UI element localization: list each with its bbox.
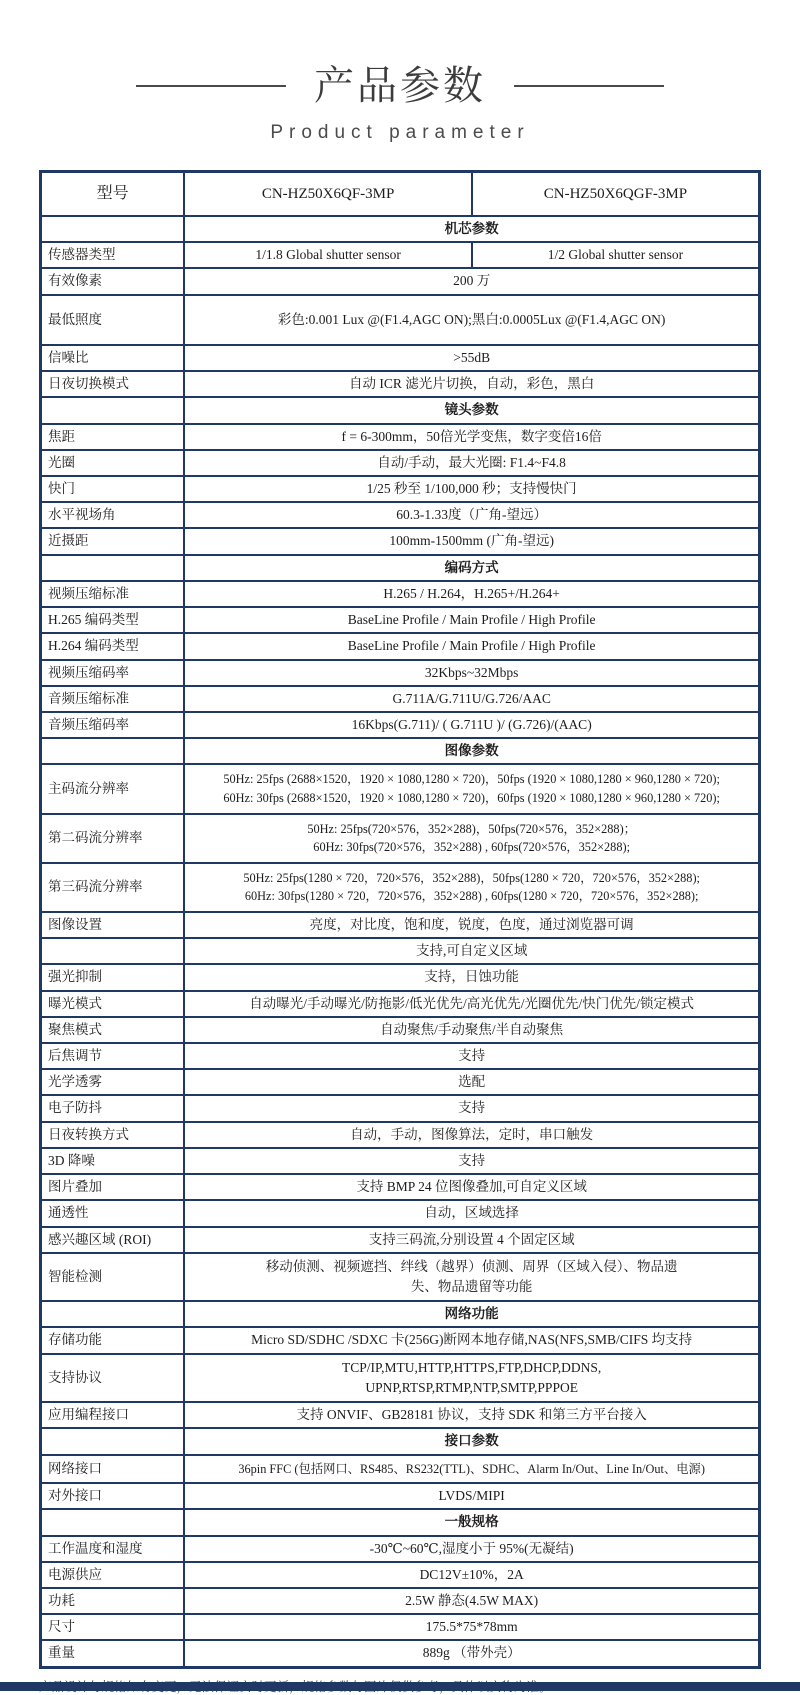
row-value: BaseLine Profile / Main Profile / High Profile [184,633,759,659]
row-value: 移动侦测、视频遮挡、绊线（越界）侦测、周界（区域入侵）、物品遗 失、物品遗留等功能 [184,1253,759,1301]
row-value: 彩色:0.001 Lux @(F1.4,AGC ON);黑白:0.0005Lux @(F1.4,AGC ON) [184,295,759,345]
section-row [41,555,760,581]
spec-row [41,1455,760,1484]
spec-row [41,607,760,633]
row-value: 支持，日蚀功能 [184,964,759,990]
spec-row [41,424,760,450]
row-label: 强光抑制 [41,964,185,990]
section-row [41,738,760,764]
row-label: 视频压缩标准 [41,581,185,607]
row-value: 自动，手动，图像算法，定时，串口触发 [184,1122,759,1148]
spec-row [41,1227,760,1253]
row-label: 焦距 [41,424,185,450]
row-value: BaseLine Profile / Main Profile / High Profile [184,607,759,633]
row-value: >55dB [184,345,759,371]
spec-row [41,295,760,345]
row-value: 32Kbps~32Mbps [184,660,759,686]
row-value: 支持 [184,1043,759,1069]
row-label: 视频压缩码率 [41,660,185,686]
section-title: 一般规格 [184,1509,759,1535]
row-label [41,938,185,964]
row-label: 图片叠加 [41,1174,185,1200]
row-value: 889g （带外壳） [184,1640,759,1667]
row-label: 日夜切换模式 [41,371,185,397]
spec-row [41,660,760,686]
row-label: 水平视场角 [41,502,185,528]
row-value: 50Hz: 25fps (2688×1520，1920 × 1080,1280 × 720)，50fps (1920 × 1080,1280 × 960,1280 × 720); 60Hz: 30fps (2688×1520，1920 × 1080,1280 × 720)，60fps (1920 × 1080,1280 × 960,1280 × 720); [184,764,759,813]
row-label: 工作温度和湿度 [41,1536,185,1562]
row-label [41,1509,185,1535]
row-value: 自动/手动，最大光圈: F1.4~F4.8 [184,450,759,476]
section-title: 接口参数 [184,1428,759,1454]
row-label: 网络接口 [41,1455,185,1484]
row-label: 通透性 [41,1200,185,1226]
spec-row [41,764,760,813]
title-left-line [136,85,286,87]
bottom-navy-bar [0,1682,800,1691]
row-label: 后焦调节 [41,1043,185,1069]
row-label: 尺寸 [41,1614,185,1640]
row-label: 光学透雾 [41,1069,185,1095]
row-label [41,397,185,423]
row-label [41,1301,185,1327]
section-row [41,1301,760,1327]
spec-row [41,528,760,554]
page-title [308,64,492,108]
spec-row [41,1640,760,1667]
row-label: 主码流分辨率 [41,764,185,813]
spec-row [41,1354,760,1402]
spec-row [41,1588,760,1614]
spec-row [41,1095,760,1121]
row-label: 图像设置 [41,912,185,938]
row-label: 第二码流分辨率 [41,814,185,863]
spec-row [41,1122,760,1148]
section-title: 编码方式 [184,555,759,581]
model-2-name: CN-HZ50X6QGF-3MP [472,172,760,217]
row-label: H.265 编码类型 [41,607,185,633]
row-value: 36pin FFC (包括网口、RS485、RS232(TTL)、SDHC、Alarm In/Out、Line In/Out、电源) [184,1455,759,1484]
spec-table-body [41,172,760,1668]
row-value: 自动聚焦/手动聚焦/半自动聚焦 [184,1017,759,1043]
section-row [41,216,760,242]
row-label: 对外接口 [41,1483,185,1509]
spec-table [39,170,761,1669]
section-row [41,1509,760,1535]
row-label: 功耗 [41,1588,185,1614]
row-value: 200 万 [184,268,759,294]
spec-row [41,1174,760,1200]
row-label: 光圈 [41,450,185,476]
row-value: 16Kbps(G.711)/ ( G.711U )/ (G.726)/(AAC) [184,712,759,738]
spec-row [41,1253,760,1301]
row-label: 感兴趣区域 (ROI) [41,1227,185,1253]
model-header-row [41,172,760,217]
spec-row [41,1017,760,1043]
spec-row [41,476,760,502]
model-1-name: CN-HZ50X6QF-3MP [184,172,472,217]
spec-row [41,1562,760,1588]
spec-row [41,1483,760,1509]
row-value: 100mm-1500mm (广角-望远) [184,528,759,554]
row-label: 电源供应 [41,1562,185,1588]
row-label [41,1428,185,1454]
row-label: 支持协议 [41,1354,185,1402]
row-label: H.264 编码类型 [41,633,185,659]
row-value: 亮度，对比度，饱和度，锐度，色度，通过浏览器可调 [184,912,759,938]
row-label: 3D 降噪 [41,1148,185,1174]
row-value: -30℃~60℃,湿度小于 95%(无凝结) [184,1536,759,1562]
row-label [41,738,185,764]
row-value: 支持 ONVIF、GB28181 协议，支持 SDK 和第三方平台接入 [184,1402,759,1428]
spec-row [41,814,760,863]
row-value: 支持三码流,分别设置 4 个固定区域 [184,1227,759,1253]
row-label: 信噪比 [41,345,185,371]
spec-row [41,1536,760,1562]
spec-row [41,712,760,738]
spec-row [41,1148,760,1174]
spec-row [41,991,760,1017]
row-value: 自动，区域选择 [184,1200,759,1226]
row-label: 聚焦模式 [41,1017,185,1043]
row-label: 有效像素 [41,268,185,294]
row-value: 支持 [184,1148,759,1174]
section-title: 图像参数 [184,738,759,764]
row-label: 重量 [41,1640,185,1667]
row-label: 应用编程接口 [41,1402,185,1428]
row-value: LVDS/MIPI [184,1483,759,1509]
spec-row [41,268,760,294]
row-value: DC12V±10%，2A [184,1562,759,1588]
spec-row [41,1614,760,1640]
spec-row [41,912,760,938]
model-row-label: 型号 [41,172,185,217]
row-value: 50Hz: 25fps(1280 × 720，720×576，352×288)，50fps(1280 × 720，720×576，352×288); 60Hz: 30fps(1280 × 720，720×576，352×288) , 60fps(1280 × 720，720×576，352×288); [184,863,759,912]
spec-row [41,345,760,371]
row-value: 1/25 秒至 1/100,000 秒；支持慢快门 [184,476,759,502]
spec-row [41,1043,760,1069]
title-right-line [514,85,664,87]
spec-row [41,863,760,912]
spec-row [41,1069,760,1095]
row-value: f = 6-300mm，50倍光学变焦，数字变倍16倍 [184,424,759,450]
page-title-text: 产品参数 [314,64,486,108]
row-label: 近摄距 [41,528,185,554]
row-label [41,216,185,242]
row-value: 60.3-1.33度（广角-望远） [184,502,759,528]
spec-row [41,1200,760,1226]
spec-row [41,964,760,990]
row-value: 2.5W 静态(4.5W MAX) [184,1588,759,1614]
row-value: 支持,可自定义区域 [184,938,759,964]
spec-row [41,938,760,964]
spec-row [41,242,760,268]
section-row [41,397,760,423]
row-label: 智能检测 [41,1253,185,1301]
row-label: 曝光模式 [41,991,185,1017]
spec-row [41,450,760,476]
row-value: 自动曝光/手动曝光/防拖影/低光优先/高光优先/光圈优先/快门优先/锁定模式 [184,991,759,1017]
row-value: 自动 ICR 滤光片切换，自动，彩色，黑白 [184,371,759,397]
row-value: 支持 BMP 24 位图像叠加,可自定义区域 [184,1174,759,1200]
spec-row [41,371,760,397]
spec-row [41,502,760,528]
row-label: 音频压缩标准 [41,686,185,712]
section-title: 网络功能 [184,1301,759,1327]
row-value: 1/1.8 Global shutter sensor [184,242,472,268]
page-subtitle: Product parameter [270,122,530,143]
row-label: 第三码流分辨率 [41,863,185,912]
row-value: TCP/IP,MTU,HTTP,HTTPS,FTP,DHCP,DDNS, UPNP,RTSP,RTMP,NTP,SMTP,PPPOE [184,1354,759,1402]
spec-row [41,686,760,712]
spec-row [41,581,760,607]
row-label: 电子防抖 [41,1095,185,1121]
row-value: 50Hz: 25fps(720×576，352×288)，50fps(720×576，352×288)； 60Hz: 30fps(720×576，352×288) , 60fps(720×576，352×288); [184,814,759,863]
row-label [41,555,185,581]
row-label: 音频压缩码率 [41,712,185,738]
row-value: 1/2 Global shutter sensor [472,242,760,268]
row-value: 175.5*75*78mm [184,1614,759,1640]
row-value: 支持 [184,1095,759,1121]
spec-row [41,1327,760,1353]
row-value: 选配 [184,1069,759,1095]
spec-table-wrap [39,170,761,1669]
row-value: H.265 / H.264，H.265+/H.264+ [184,581,759,607]
section-title: 机芯参数 [184,216,759,242]
row-label: 传感器类型 [41,242,185,268]
row-value: Micro SD/SDHC /SDXC 卡(256G)断网本地存储,NAS(NFS,SMB/CIFS 均支持 [184,1327,759,1353]
row-label: 快门 [41,476,185,502]
row-value: G.711A/G.711U/G.726/AAC [184,686,759,712]
spec-row [41,633,760,659]
section-title: 镜头参数 [184,397,759,423]
spec-row [41,1402,760,1428]
page-header [0,0,800,144]
row-label: 存储功能 [41,1327,185,1353]
row-label: 最低照度 [41,295,185,345]
section-row [41,1428,760,1454]
row-label: 日夜转换方式 [41,1122,185,1148]
